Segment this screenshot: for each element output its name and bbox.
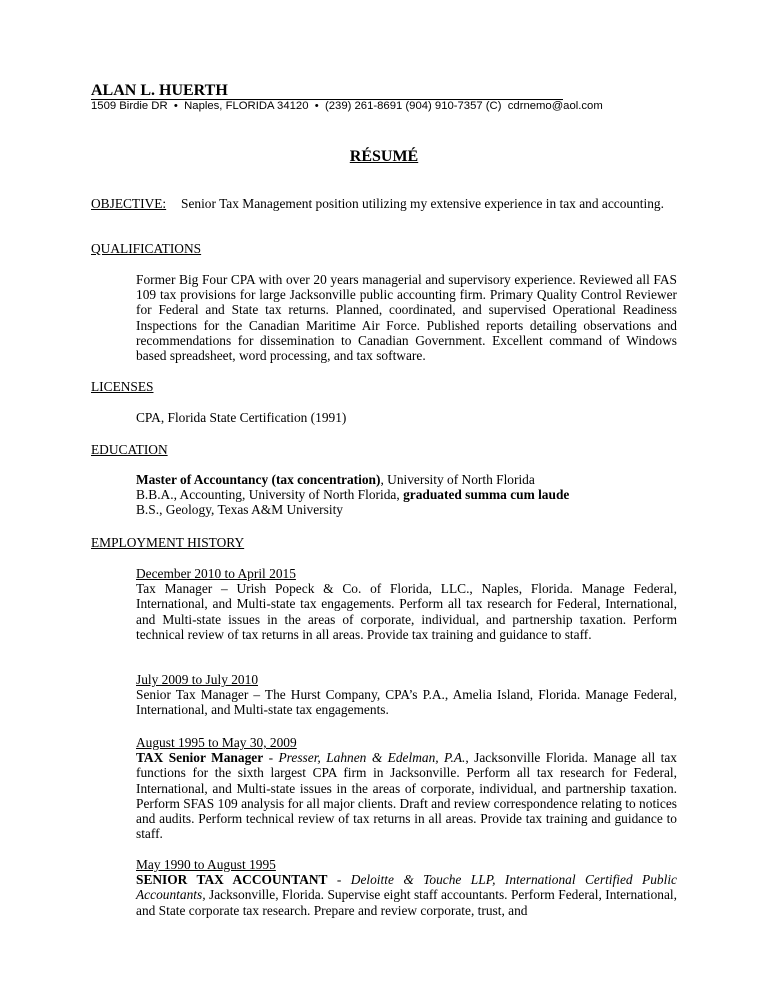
objective-label: OBJECTIVE: (91, 196, 167, 211)
job-dates: May 1990 to August 1995 (136, 857, 276, 872)
job-entry: August 1995 to May 30, 2009 TAX Senior Manager - Presser, Lahnen & Edelman, P.A., Jacksonville Florida. Manage all tax functions for the sixth largest CPA firm in Jacksonville. Perform all tax research for Federal, International, and Multi-state issues in the areas of corporate, individual, and partnership taxation. Perform SFAS 109 analysis for all major clients. Draft and review correspondence relating to notices and audits. Perform technical review of tax returns in all areas. Provide tax training and guidance to staff. (136, 735, 677, 842)
job-entry (136, 566, 677, 642)
employment-heading: EMPLOYMENT HISTORY (91, 535, 245, 550)
education-masters: Master of Accountancy (tax concentration), University of North Florida (136, 472, 535, 487)
job-employer: Presser, Lahnen & Edelman, P.A. (278, 750, 466, 766)
objective-section (91, 196, 677, 212)
job-description: Tax Manager – Urish Popeck & Co. of Florida, LLC., Naples, Florida. Manage Federal, International, and Multi-state tax engagements. Perform all tax research for Federal, International, and Multi-state issues in the areas of corporate, individual, and partnership taxation. Perform technical review of tax returns in all areas. Provide tax training and guidance to staff. (136, 581, 677, 642)
objective-text: Senior Tax Management position utilizing my extensive experience in tax and accounting. (181, 196, 664, 211)
job-dates: December 2010 to April 2015 (136, 566, 296, 581)
license-item: CPA, Florida State Certification (1991) (136, 410, 347, 425)
job-dates: August 1995 to May 30, 2009 (136, 735, 297, 750)
job-entry: May 1990 to August 1995 SENIOR TAX ACCOUNTANT - Deloitte & Touche LLP, International Certified Public Accountants, Jacksonville, Florida. Supervise eight staff accountants. Perform Federal, International, and State corporate tax research. Prepare and review corporate, trust, and (136, 857, 677, 918)
education-heading: EDUCATION (91, 442, 168, 457)
job-employer: Deloitte & Touche LLP, International Certified Public Accountants, (136, 872, 677, 903)
licenses-heading: LICENSES (91, 379, 154, 394)
job-description: Jacksonville, Florida. Supervise eight staff accountants. Perform Federal, International, and State corporate tax research. Prepare and review corporate, trust, and (136, 887, 677, 918)
job-description: , Jacksonville Florida. Manage all tax functions for the sixth largest CPA firm in Jacksonville. Perform all tax research for Federal, International, and Multi-state issues in the areas of corporate, individual, and partnership taxation. Perform SFAS 109 analysis for all major clients. Draft and review correspondence relating to notices and audits. Perform technical review of tax returns in all areas. Provide tax training and guidance to staff. (136, 750, 677, 842)
bullet-separator: • (314, 100, 319, 112)
job-dates: July 2009 to July 2010 (136, 672, 259, 687)
candidate-name: ALAN L. HUERTH (91, 82, 563, 100)
education-bs: B.S., Geology, Texas A&M University (136, 502, 343, 518)
phone-numbers: (239) 261-8691 (904) 910-7357 (C) (325, 100, 502, 112)
education-list (136, 472, 677, 518)
bullet-separator: • (173, 100, 178, 112)
resume-title: RÉSUMÉ (349, 148, 419, 165)
city: Naples, FLORIDA 34120 (184, 100, 309, 112)
qualifications-heading: QUALIFICATIONS (91, 241, 202, 256)
education-bba: B.B.A., Accounting, University of North Florida, graduated summa cum laude (136, 487, 570, 503)
job-description: Senior Tax Manager – The Hurst Company, CPA’s P.A., Amelia Island, Florida. Manage Federal, International, and Multi-state tax engagements. (136, 687, 677, 718)
address: 1509 Birdie DR (91, 100, 168, 112)
job-entry (136, 672, 677, 718)
job-title: TAX Senior Manager (136, 750, 264, 766)
email: cdrnemo@aol.com (507, 100, 603, 112)
job-title: SENIOR TAX ACCOUNTANT (136, 872, 328, 888)
qualifications-text: Former Big Four CPA with over 20 years managerial and supervisory experience. Reviewed all FAS 109 tax provisions for large Jacksonville public accounting firm. Primary Quality Control Reviewer for Federal and State tax returns. Planned, coordinated, and supervised Operational Readiness Inspections for the Canadian Maritime Air Force. Published reports detailing observations and recommendations for dissemination to Canadian Government. Excellent command of Windows based spreadsheet, word processing, and tax software. (136, 272, 677, 364)
contact-line (91, 99, 603, 113)
